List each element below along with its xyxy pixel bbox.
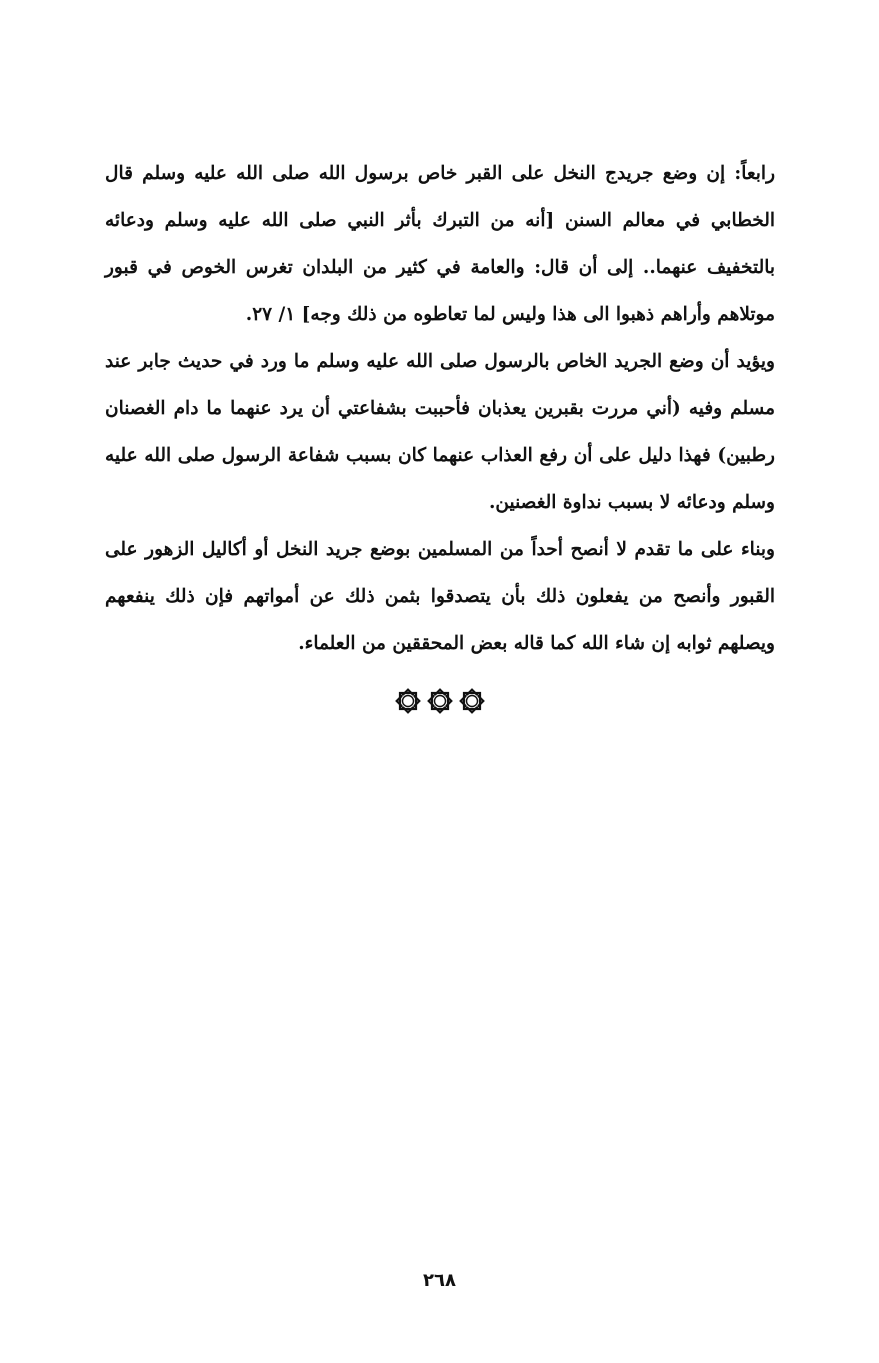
octagram-star-icon (426, 687, 454, 715)
paragraph-1: رابعاً: إن وضع جريدج النخل على القبر خاص برسول الله صلى الله عليه وسلم قال الخطابي في معالم السنن [أنه من التبرك بأثر النبي صلى الله عليه وسلم ودعائه بالتخفيف عنهما.. إلى أن قال: والعامة في كثير من البلدان تغرس الخوص في قبور موتلاهم وأراهم ذهبوا الى هذا وليس لما تعاطوه من ذلك وجه] ١/ ٢٧. (105, 163, 775, 325)
octagram-star-icon (394, 687, 422, 715)
paragraph-2: ويؤيد أن وضع الجريد الخاص بالرسول صلى الله عليه وسلم ما ورد في حديث جابر عند مسلم وفيه (أني مررت بقبرين يعذبان فأحببت بشفاعتي أن يرد عنهما ما دام الغصنان رطبين) فهذا دليل على أن رفع العذاب عنهما كان بسبب شفاعة الرسول صلى الله عليه وسلم ودعائه لا بسبب نداوة الغصنين. (105, 351, 775, 513)
section-end-ornament (0, 687, 879, 721)
paragraph-3: وبناء على ما تقدم لا أنصح أحداً من المسلمين بوضع جريد النخل أو أكاليل الزهور على القبور وأنصح من يفعلون ذلك بأن يتصدقوا بثمن ذلك عن أمواتهم فإن ذلك ينفعهم ويصلهم ثوابه إن شاء الله كما قاله بعض المحققين من العلماء. (105, 539, 775, 654)
octagram-star-icon (458, 687, 486, 715)
body-text (105, 150, 775, 667)
page-number: ٢٦٨ (423, 1270, 456, 1291)
